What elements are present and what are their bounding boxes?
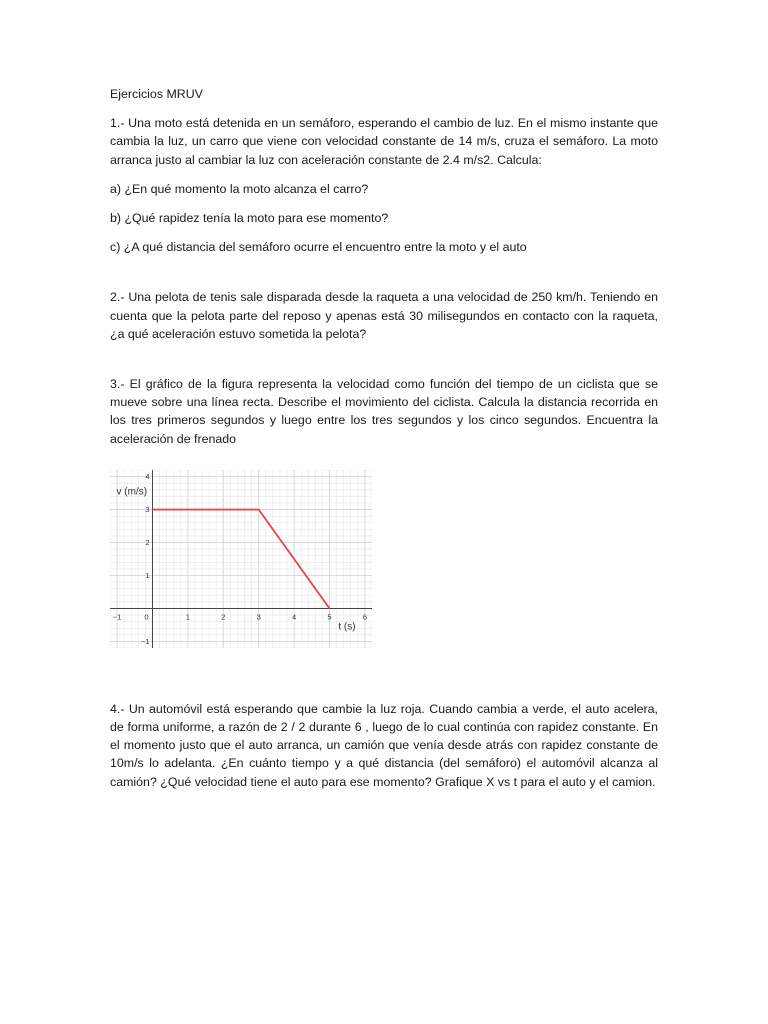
y-axis-label: v (m/s) xyxy=(116,486,148,498)
y-tick-label: −1 xyxy=(140,636,150,646)
question-4: 4.- Un automóvil está esperando que cambie la luz roja. Cuando cambia a verde, el auto acelera, de forma uniforme, a razón de 2 / 2 durante 6 , luego de lo cual continúa con rapidez constante. En el momento justo que el auto arranca, un camión que venía desde atrás con rapidez constante de 10m/s lo adelanta. ¿En cuánto tiempo y a qué distancia (del semáforo) el automóvil alcanza al camión? ¿Qué velocidad tiene el auto para ese momento? Grafique X vs t para el auto y el camion. xyxy=(110,701,658,789)
x-tick-label: 1 xyxy=(185,612,190,622)
question-1-stem: 1.- Una moto está detenida en un semáforo, esperando el cambio de luz. En el mismo instante que cambia la luz, un carro que viene con velocidad constante de 14 m/s, cruza el semáforo. La moto arranca justo al cambiar la luz con aceleración constante de 2.4 m/s2. Calcula: xyxy=(110,116,658,167)
x-tick-label: 6 xyxy=(362,612,368,622)
x-axis-label: t (s) xyxy=(338,621,356,633)
document-body xyxy=(110,85,658,791)
question-3: 3.- El gráfico de la figura representa la velocidad como función del tiempo de un ciclista que se mueve sobre una línea recta. Describe el movimiento del ciclista. Calcula la distancia recorrida en los tres primeros segundos y luego entre los tres segundos y los cinco segundos. Encuentra la aceleración de frenado xyxy=(110,377,658,446)
y-tick-label: 4 xyxy=(145,471,150,481)
document-title: Ejercicios MRUV xyxy=(110,87,203,101)
x-tick-label: 3 xyxy=(256,612,261,622)
x-tick-label: 2 xyxy=(221,612,226,622)
y-tick-label: 1 xyxy=(145,570,150,580)
velocity-series-line xyxy=(152,509,329,608)
question-1-part-a: a) ¿En qué momento la moto alcanza el carro? xyxy=(110,181,369,196)
y-tick-label: 3 xyxy=(145,504,150,514)
x-tick-label: −1 xyxy=(112,612,122,622)
question-2: 2.- Una pelota de tenis sale disparada desde la raqueta a una velocidad de 250 km/h. Teniendo en cuenta que la pelota parte del reposo y apenas está 30 milisegundos en contacto con la raqueta, ¿a qué aceleración estuvo sometida la pelota? xyxy=(110,290,658,341)
y-tick-label: 2 xyxy=(145,537,150,547)
velocity-time-chart xyxy=(110,470,372,648)
x-tick-label: 4 xyxy=(292,612,297,622)
velocity-time-graph xyxy=(110,470,372,648)
x-tick-label: 5 xyxy=(327,612,332,622)
question-1-part-b: b) ¿Qué rapidez tenía la moto para ese momento? xyxy=(110,211,389,226)
origin-label: 0 xyxy=(144,612,149,622)
question-1-part-c: c) ¿A qué distancia del semáforo ocurre el encuentro entre la moto y el auto xyxy=(110,240,527,255)
